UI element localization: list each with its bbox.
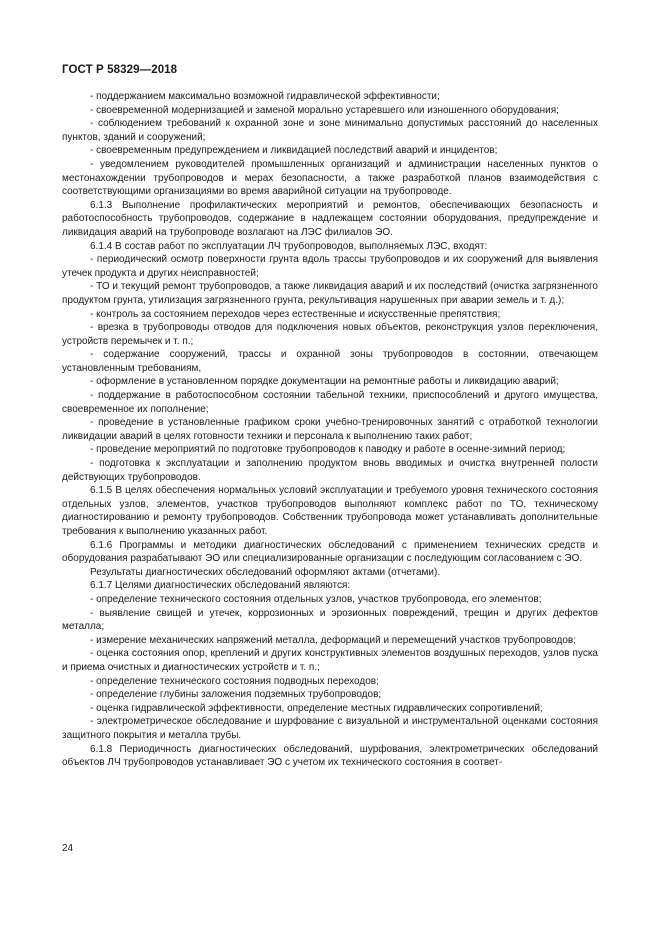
body-paragraph: - определение глубины заложения подземных трубопроводов; xyxy=(90,689,382,701)
body-paragraph: - электрометрическое обследование и шурфование с визуальной и инструментальной оценками состояния защитного покрытия и металла трубы. xyxy=(62,716,598,741)
body-paragraph: - оценка гидравлической эффективности, определение местных гидравлических сопротивлений; xyxy=(90,702,543,714)
body-paragraph: - оформление в установленном порядке документации на ремонтные работы и ликвидацию аварий; xyxy=(90,376,559,388)
body-paragraph: - своевременной модернизацией и заменой морально устаревшего или изношенного оборудования; xyxy=(90,104,559,116)
body-paragraph: 6.1.5 В целях обеспечения нормальных условий эксплуатации и требуемого уровня технического состояния отдельных узлов, элементов, участков трубопроводов выполняют комплекс работ по ТО, техническому диагностированию и ремонту трубопроводов. Собственник трубопровода может устанавливать дополнительные требования к выполнению указанных работ. xyxy=(62,485,598,537)
body-paragraph: - контроль за состоянием переходов через естественные и искусственные препятствия; xyxy=(90,308,501,320)
page-number: 24 xyxy=(62,843,74,854)
body-paragraph: 6.1.6 Программы и методики диагностических обследований с применением технических средств и оборудования разрабатывают ЭО или специализированные организации с последующим согласованием с ЭО. xyxy=(62,539,598,565)
body-paragraph: - поддержанием максимально возможной гидравлической эффективности; xyxy=(90,91,440,102)
body-paragraph: - определение технического состояния подводных переходов; xyxy=(90,675,379,687)
body-paragraph: - периодический осмотр поверхности грунта вдоль трассы трубопроводов и их сооружений для выявления утечек продукта и других неисправностей; xyxy=(62,254,598,279)
body-paragraph: - подготовка к эксплуатации и заполнению продуктом вновь вводимых и очистка внутренней полости действующих трубопроводов. xyxy=(62,458,598,483)
body-paragraph: - своевременным предупреждением и ликвидацией последствий аварий и инцидентов; xyxy=(90,145,498,157)
body-paragraph: - ТО и текущий ремонт трубопроводов, а также ликвидация аварий и их последствий (очистка загрязненного продуктом грунта, утилизация загрязненного грунта, рекультивация нарушенных при аварии земель и т. д.); xyxy=(62,281,598,306)
body-paragraph: 6.1.3 Выполнение профилактических мероприятий и ремонтов, обеспечивающих безопасность и работоспособность трубопроводов, содержание в надлежащем состоянии оборудования, предупреждение и ликвидация аварий на трубопроводе возлагают на ЛЭС филиалов ЭО. xyxy=(62,199,598,238)
body-paragraph: - проведение мероприятий по подготовке трубопроводов к паводку и работе в осенне-зимний период; xyxy=(90,444,566,456)
body-paragraph: - содержание сооружений, трассы и охранной зоны трубопроводов в состоянии, отвечающем установленным требованиям, xyxy=(62,349,598,374)
body-paragraph: - поддержание в работоспособном состоянии табельной техники, приспособлений и другого имущества, своевременное их пополнение; xyxy=(62,390,598,415)
body-paragraph: - проведение в установленные графиком сроки учебно-тренировочных занятий с отработкой технологии ликвидации аварий в целях готовности техники и персонала к выполнению таких работ; xyxy=(62,417,598,442)
body-paragraph: 6.1.8 Периодичность диагностических обследований, шурфования, электрометрических обследований объектов ЛЧ трубопроводов устанавливает ЭО с учетом их технического состояния в соответ- xyxy=(62,743,598,769)
body-paragraph: - оценка состояния опор, креплений и других конструктивных элементов воздушных переходов, узлов пуска и приема очистных и диагностических устройств и т. п.; xyxy=(62,648,598,673)
body-paragraph: - определение технического состояния отдельных узлов, участков трубопровода, его элементов; xyxy=(90,593,542,605)
body-paragraph: 6.1.4 В состав работ по эксплуатации ЛЧ трубопроводов, выполняемых ЛЭС, входят: xyxy=(90,240,488,252)
body-paragraph: - соблюдением требований к охранной зоне и зоне минимально допустимых расстояний до населенных пунктов, зданий и сооружений; xyxy=(62,118,598,143)
body-paragraph: Результаты диагностических обследований оформляют актами (отчетами). xyxy=(90,566,441,578)
standard-header: ГОСТ Р 58329—2018 xyxy=(62,64,178,76)
body-paragraph: - выявление свищей и утечек, коррозионных и эрозионных повреждений, трещин и других дефектов металла; xyxy=(62,607,598,633)
body-paragraph: - измерение механических напряжений металла, деформаций и перемещений участков трубопроводов; xyxy=(90,634,576,646)
body-paragraph: 6.1.7 Целями диагностических обследований являются: xyxy=(90,580,351,592)
document-body xyxy=(62,90,598,770)
body-paragraph: - врезка в трубопроводы отводов для подключения новых объектов, реконструкция узлов переключения, устройств перемычек и т. п.; xyxy=(62,322,598,347)
body-paragraph: - уведомлением руководителей промышленных организаций и администрации населенных пунктов о местонахождении трубопроводов и мерах безопасности, а также разработкой планов взаимодействия с соответствующими организациями во время аварийной ситуации на трубопроводе. xyxy=(62,158,598,198)
